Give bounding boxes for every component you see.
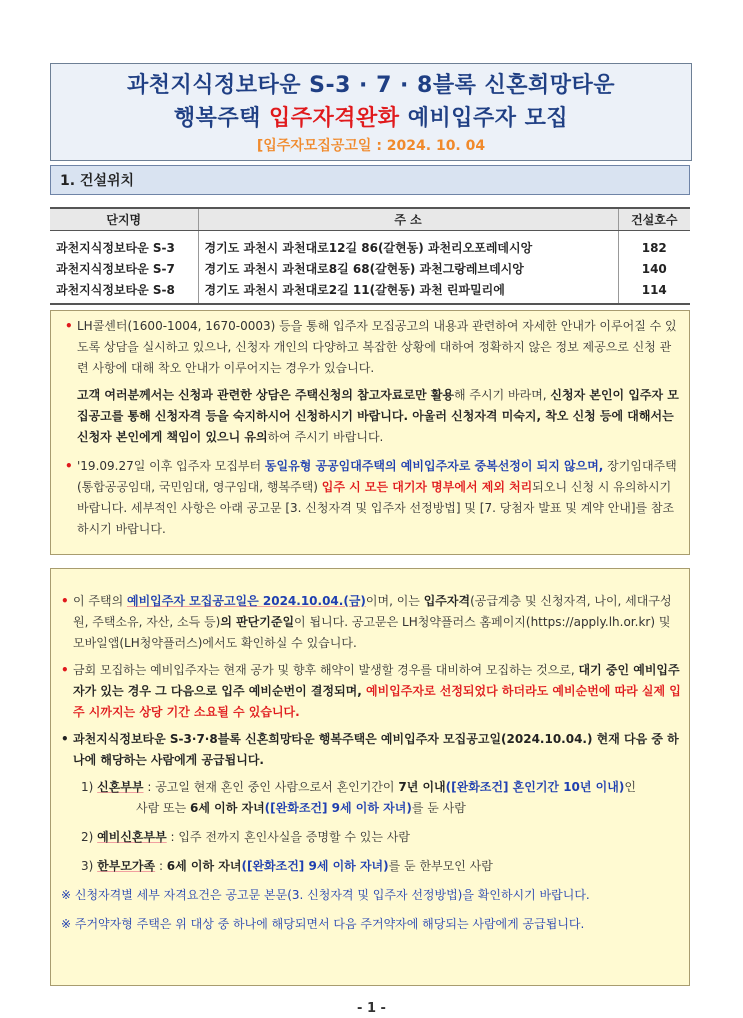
table-row <box>50 279 690 304</box>
notice-text: 이며, 이는 <box>365 594 424 608</box>
address: 경기도 과천시 과천대로8길 68(갈현동) 과천그랑레브데시앙 <box>198 258 618 279</box>
item-label: 예비신혼부부 <box>97 830 167 844</box>
column-header: 건설호수 <box>618 208 690 231</box>
notice-text: '19.09.27일 이후 입주자 모집부터 <box>77 459 265 473</box>
notice-text: 장기임대주택(통합공공임대, 국민임대, 영구임대, 행복주택) <box>77 459 677 494</box>
unit-count: 114 <box>618 279 690 304</box>
bullet-icon: • <box>65 319 73 333</box>
bullet-icon: • <box>61 663 69 677</box>
item-text-blue: ([완화조건] 9세 이하 자녀) <box>264 801 412 815</box>
table-row <box>50 258 690 279</box>
notice-text: 이 주택의 <box>73 594 127 608</box>
item-label: 한부모가족 <box>97 859 156 873</box>
item-text: 인 <box>624 780 636 794</box>
item-number: 3) <box>81 859 94 873</box>
item-text-bold: 6세 이하 자녀 <box>166 859 242 873</box>
notice-text-bold: 신청자 본인이 입주자 모집공고를 통해 신청자격 등을 숙지하시어 신청하시기 바랍니다. 아울러 신청자격 미숙지, 착오 신청 등에 대해서는 신청자 본인에게 책임이 있으니 유의 <box>77 388 679 444</box>
title-highlight: 입주자격완화 <box>269 106 400 131</box>
item-number: 1) <box>81 780 94 794</box>
item-number: 2) <box>81 830 94 844</box>
item-text-blue: ([완화조건] 혼인기간 10년 이내) <box>445 780 625 794</box>
eligibility-item-single-parent <box>61 856 681 877</box>
notice-text-red: 입주 시 모든 대기자 명부에서 제외 처리 <box>321 480 533 494</box>
notice-text: 해 주시기 바라며, <box>454 388 551 402</box>
title-line1: 과천지식정보타운 S-3 · 7 · 8블록 신혼희망타운 <box>126 73 616 98</box>
notice-text: LH콜센터(1600-1004, 1670-0003) 등을 통해 입주자 모집공고의 내용과 관련하여 자세한 안내가 이루어질 수 있도록 상담을 실시하고 있으나, 신청자 개인의 다양하고 복잡한 상황에 대하여 정확하지 않은 정보 제공으로 신청 관련 사항에 대해 착오 안내가 이루어지는 경우가 있습니다. <box>77 319 677 375</box>
item-label: 신혼부부 <box>97 780 144 794</box>
notice-bullet <box>65 316 679 379</box>
bullet-icon: • <box>61 732 69 746</box>
complex-name: 과천지식정보타운 S-7 <box>56 262 175 276</box>
bullet-icon: • <box>61 594 69 608</box>
address: 경기도 과천시 과천대로12길 86(갈현동) 과천리오포레데시앙 <box>198 231 618 259</box>
section-heading-location: 1. 건설위치 <box>50 165 690 195</box>
column-header: 단지명 <box>50 208 198 231</box>
notice-text: 되오니 신청 시 유의하시기 바랍니다. 세부적인 사항은 아래 공고문 [3. 신청자격 및 입주자 선정방법] 및 [7. 당첨자 발표 및 계약 안내]를 참조하시기 바랍니다. <box>77 480 675 536</box>
table-header-row <box>50 208 690 231</box>
notice-box-consultation <box>50 310 690 555</box>
location-table <box>50 207 690 305</box>
title-box <box>50 63 692 161</box>
page-number: - 1 - <box>357 1001 386 1016</box>
item-text: 를 둔 사람 <box>411 801 466 815</box>
item-text-bold: 6세 이하 자녀 <box>190 801 265 815</box>
notice-bullet <box>61 729 681 771</box>
notice-text: 하여 주시기 바랍니다. <box>267 430 384 444</box>
table-row <box>50 231 690 259</box>
notice-text-bold: 과천지식정보타운 S-3·7·8블록 신혼희망타운 행복주택은 예비입주자 모집공고일(2024.10.04.) 현재 다음 중 하나에 해당하는 사람에게 공급됩니다. <box>73 732 679 767</box>
column-header: 주 소 <box>198 208 618 231</box>
title-line2-suffix: 예비입주자 모집 <box>399 106 569 131</box>
address: 경기도 과천시 과천대로2길 11(갈현동) 과천 린파밀리에 <box>198 279 618 304</box>
notice-box-eligibility <box>50 568 690 986</box>
notice-bullet <box>65 456 679 540</box>
notice-text: (공급계층 및 신청자격, 나이, 세대구성원, 주택소유, 자산, 소득 등) <box>73 594 672 629</box>
eligibility-item-newlyweds <box>61 777 681 819</box>
complex-name: 과천지식정보타운 S-3 <box>56 241 175 255</box>
notice-paragraph <box>65 385 679 448</box>
announcement-date: [입주자모집공고일 : 2024. 10. 04 <box>256 138 486 154</box>
item-text: 를 둔 한부모인 사람 <box>388 859 493 873</box>
item-text: 사람 또는 <box>136 801 190 815</box>
item-text: : <box>155 859 167 873</box>
title-line2 <box>51 101 691 132</box>
notice-text: 이 됩니다. 공고문은 LH청약플러스 홈페이지(https://apply.lh.or.kr) 및 모바일앱(LH청약플러스)에서도 확인하실 수 있습니다. <box>73 615 671 650</box>
title-line2-prefix: 행복주택 <box>173 106 270 131</box>
reference-note: ※ 주거약자형 주택은 위 대상 중 하나에 해당되면서 다음 주거약자에 해당되는 사람에게 공급됩니다. <box>61 917 585 931</box>
notice-text: 금회 모집하는 예비입주자는 현재 공가 및 향후 해약이 발생할 경우를 대비하여 모집하는 것으로, <box>73 663 579 677</box>
item-text: : 공고일 현재 혼인 중인 사람으로서 혼인기간이 <box>143 780 399 794</box>
eligibility-item-prospective-newlyweds <box>61 827 681 848</box>
notice-text-bold: 고객 여러분께서는 신청과 관련한 상담은 주택신청의 참고자료로만 활용 <box>77 388 455 402</box>
item-text: : 입주 전까지 혼인사실을 증명할 수 있는 사람 <box>166 830 410 844</box>
notice-text-blue: 동일유형 공공임대주택의 예비입주자로 중복선정이 되지 않으며, <box>264 459 604 473</box>
notice-bullet <box>61 591 681 654</box>
unit-count: 182 <box>618 231 690 259</box>
notice-text-red: 예비입주자로 선정되었다 하더라도 예비순번에 따라 실제 입주 시까지는 상당 기간 소요될 수 있습니다. <box>73 684 681 719</box>
unit-count: 140 <box>618 258 690 279</box>
reference-note: ※ 신청자격별 세부 자격요건은 공고문 본문(3. 신청자격 및 입주자 선정방법)을 확인하시기 바랍니다. <box>61 888 590 902</box>
item-text-bold: 7년 이내 <box>398 780 446 794</box>
bullet-icon: • <box>65 459 73 473</box>
item-text-blue: ([완화조건] 9세 이하 자녀) <box>241 859 389 873</box>
notice-text-bold: 의 판단기준일 <box>220 615 295 629</box>
notice-text-blue: 예비입주자 모집공고일은 2024.10.04.(금) <box>127 594 366 608</box>
notice-text-bold: 대기 중인 예비입주자가 있는 경우 그 다음으로 입주 예비순번이 결정되며, <box>73 663 680 698</box>
notice-text-bold: 입주자격 <box>423 594 471 608</box>
notice-bullet <box>61 660 681 723</box>
complex-name: 과천지식정보타운 S-8 <box>50 279 198 304</box>
